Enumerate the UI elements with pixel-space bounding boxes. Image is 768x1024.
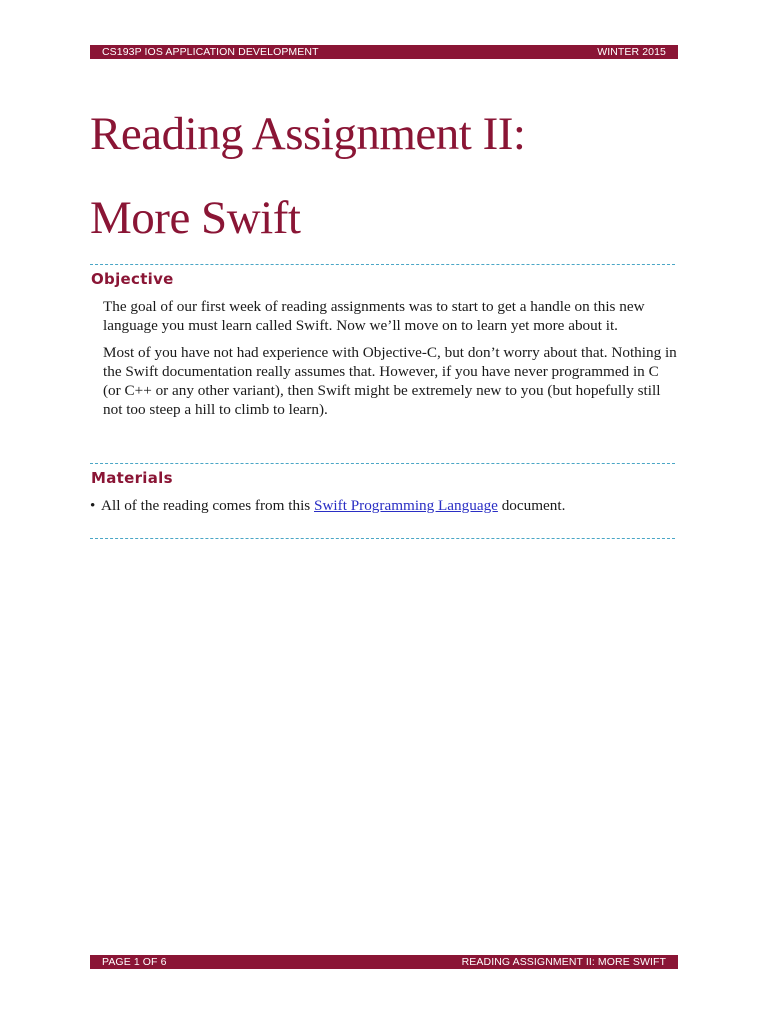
objective-heading: Objective — [91, 270, 174, 288]
objective-body — [103, 297, 678, 427]
materials-item-text: All of the reading comes from this — [101, 497, 314, 514]
course-name: CS193P IOS APPLICATION DEVELOPMENT — [102, 46, 319, 58]
materials-item-suffix: document. — [497, 497, 566, 514]
section-divider — [90, 463, 675, 464]
objective-paragraph-2: Most of you have not had experience with Objective-C, but don’t worry about that. Nothing in the Swift documentation really assumes that. However, if you have never programmed in C (or C++ or any other variant), then Swift might be extremely new to you (but hopefully still not too steep a hill to climb to learn). — [103, 344, 677, 418]
footer-doc-title: READING ASSIGNMENT II: MORE SWIFT — [461, 956, 666, 968]
page-number: PAGE 1 OF 6 — [102, 956, 167, 968]
materials-heading: Materials — [91, 469, 173, 487]
bullet-icon: • — [90, 497, 96, 514]
section-divider — [90, 538, 675, 539]
footer-bar — [90, 955, 678, 969]
term-label: WINTER 2015 — [597, 46, 666, 58]
objective-paragraph-1: The goal of our first week of reading assignments was to start to get a handle on this new language you must learn called Swift. Now we’ll move on to learn yet more about it. — [103, 298, 645, 334]
page-title — [90, 92, 525, 260]
title-line-1: Reading Assignment II: — [90, 108, 526, 160]
swift-language-link[interactable]: Swift Programming Language — [314, 497, 498, 514]
list-item — [90, 496, 675, 515]
title-line-2: More Swift — [90, 192, 301, 244]
materials-list — [90, 496, 675, 515]
header-bar — [90, 45, 678, 59]
section-divider — [90, 264, 675, 265]
